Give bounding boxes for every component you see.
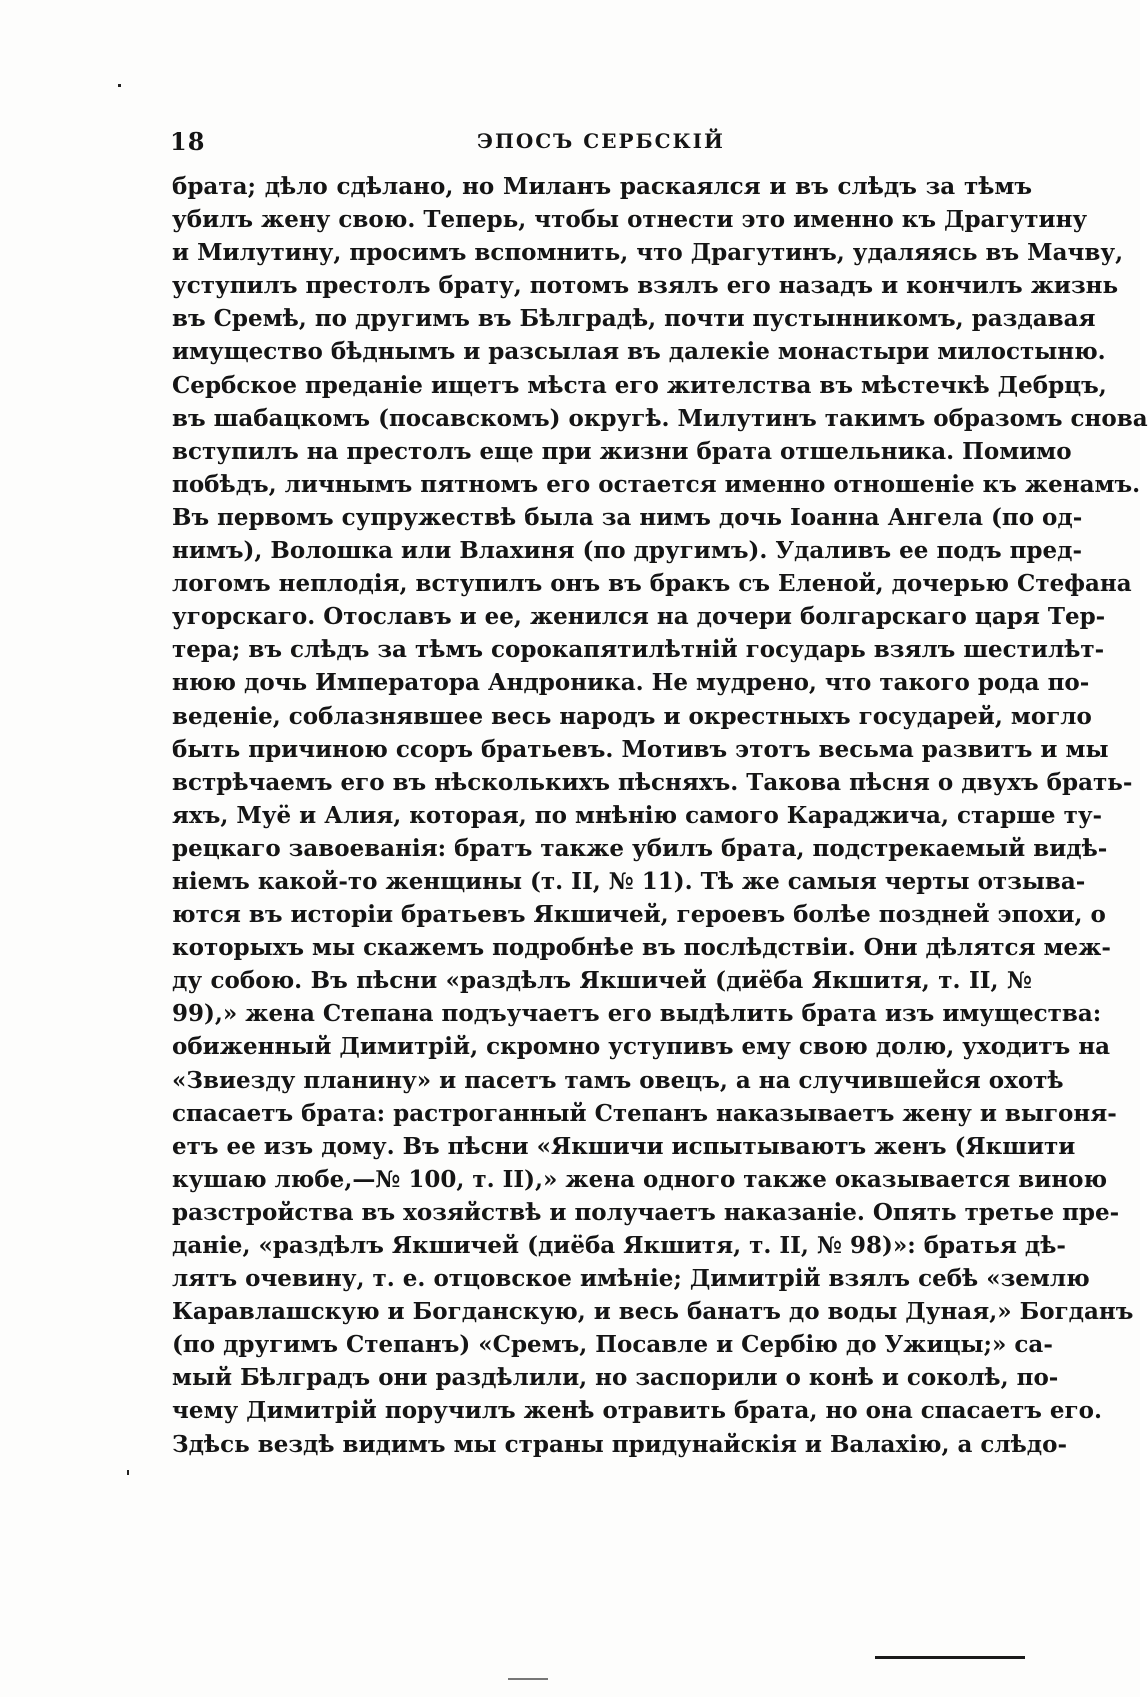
- text-line: имущество бѣднымъ и разсылая въ далекіе монастыри милостыню.: [172, 338, 1106, 366]
- text-line: Здѣсь вездѣ видимъ мы страны придунайскія и Валахію, а слѣдо-: [172, 1430, 1068, 1458]
- scan-speck: [127, 1470, 129, 1475]
- text-line: «Звиезду планину» и пасетъ тамъ овецъ, а на случившейся охотѣ: [172, 1066, 1064, 1094]
- text-line: етъ ее изъ дому. Въ пѣсни «Якшичи испытываютъ женъ (Якшити: [172, 1132, 1076, 1160]
- text-line: обиженный Димитрій, скромно уступивъ ему свою долю, уходитъ на: [172, 1033, 1111, 1061]
- text-line: которыхъ мы скажемъ подробнѣе въ послѣдствіи. Они дѣлятся меж-: [172, 934, 1111, 962]
- text-line: въ Сремѣ, по другимъ въ Бѣлградѣ, почти пустынникомъ, раздавая: [172, 305, 1096, 333]
- text-line: чему Димитрій поручилъ женѣ отравить брата, но она спасаетъ его.: [172, 1397, 1102, 1425]
- text-line: 99),» жена Степана подъучаетъ его выдѣлить брата изъ имущества:: [172, 1000, 1102, 1028]
- scan-speck: [118, 84, 121, 87]
- text-line: кушаю любе,—№ 100, т. II),» жена одного также оказывается виною: [172, 1165, 1108, 1193]
- scan-edge-rule: [875, 1656, 1025, 1659]
- page-header: [170, 127, 1032, 163]
- text-line: Сербское преданіе ищетъ мѣста его жителства въ мѣстечкѣ Дебрцъ,: [172, 371, 1107, 399]
- text-line: (по другимъ Степанъ) «Сремъ, Посавле и Сербію до Ужицы;» са-: [172, 1331, 1053, 1359]
- text-line: тера; въ слѣдъ за тѣмъ сорокапятилѣтній государь взялъ шестилѣт-: [172, 636, 1105, 664]
- text-line: ніемъ какой-то женщины (т. II, № 11). Тѣ же самыя черты отзыва-: [172, 867, 1086, 895]
- text-line: яхъ, Муё и Алия, которая, по мнѣнію самого Караджича, старше ту-: [172, 801, 1103, 829]
- running-title: ЭПОСЪ СЕРБСКІЙ: [477, 129, 725, 153]
- text-line: встрѣчаемъ его въ нѣсколькихъ пѣсняхъ. Такова пѣсня о двухъ брать-: [172, 768, 1133, 796]
- body-text: [172, 170, 1148, 1461]
- text-line: Каравлашскую и Богданскую, и весь банатъ до воды Дуная,» Богданъ: [172, 1298, 1134, 1326]
- text-line: вступилъ на престолъ еще при жизни брата отшельника. Помимо: [172, 437, 1072, 465]
- text-line: брата; дѣло сдѣлано, но Миланъ раскаялся и въ слѣдъ за тѣмъ: [172, 173, 1032, 200]
- text-line: нимъ), Волошка или Влахиня (по другимъ). Удаливъ ее подъ пред-: [172, 537, 1083, 565]
- page-number: 18: [170, 127, 206, 156]
- text-line: даніе, «раздѣлъ Якшичей (диёба Якшитя, т. II, № 98)»: братья дѣ-: [172, 1232, 1066, 1259]
- text-line: спасаетъ брата: растроганный Степанъ наказываетъ жену и выгоня-: [172, 1099, 1117, 1127]
- text-line: уступилъ престолъ брату, потомъ взялъ его назадъ и кончилъ жизнь: [172, 272, 1119, 300]
- text-line: разстройства въ хозяйствѣ и получаетъ наказаніе. Опять третье пре-: [172, 1198, 1120, 1226]
- text-line: нюю дочь Императора Андроника. Не мудрено, что такого рода по-: [172, 669, 1090, 697]
- text-line: Въ первомъ супружествѣ была за нимъ дочь Іоанна Ангела (по од-: [172, 503, 1083, 531]
- text-line: мый Бѣлградъ они раздѣлили, но заспорили о конѣ и соколѣ, по-: [172, 1364, 1059, 1392]
- text-line: побѣдъ, личнымъ пятномъ его остается именно отношеніе къ женамъ.: [172, 470, 1141, 498]
- text-line: веденіе, соблазнявшее весь народъ и окрестныхъ государей, могло: [172, 702, 1092, 730]
- text-line: рецкаго завоеванія: братъ также убилъ брата, подстрекаемый видѣ-: [172, 834, 1108, 862]
- text-line: убилъ жену свою. Теперь, чтобы отнести это именно къ Драгутину: [172, 206, 1088, 234]
- text-line: быть причиною ссоръ братьевъ. Мотивъ этотъ весьма развитъ и мы: [172, 735, 1109, 763]
- text-line: логомъ неплодія, вступилъ онъ въ бракъ съ Еленой, дочерью Стефана: [172, 570, 1132, 598]
- text-line: угорскаго. Отославъ и ее, женился на дочери болгарскаго царя Тер-: [172, 603, 1106, 631]
- text-line: и Милутину, просимъ вспомнить, что Драгутинъ, удаляясь въ Мачву,: [172, 239, 1124, 267]
- text-line: ду собою. Въ пѣсни «раздѣлъ Якшичей (диёба Якшитя, т. II, №: [172, 967, 1032, 995]
- text-line: въ шабацкомъ (посавскомъ) округѣ. Милутинъ такимъ образомъ снова: [172, 404, 1148, 432]
- text-line: лятъ очевину, т. е. отцовское имѣніе; Димитрій взялъ себѣ «землю: [172, 1265, 1090, 1293]
- text-line: ются въ исторіи братьевъ Якшичей, героевъ болѣе поздней эпохи, о: [172, 901, 1106, 929]
- scan-footer-mark: [508, 1678, 548, 1680]
